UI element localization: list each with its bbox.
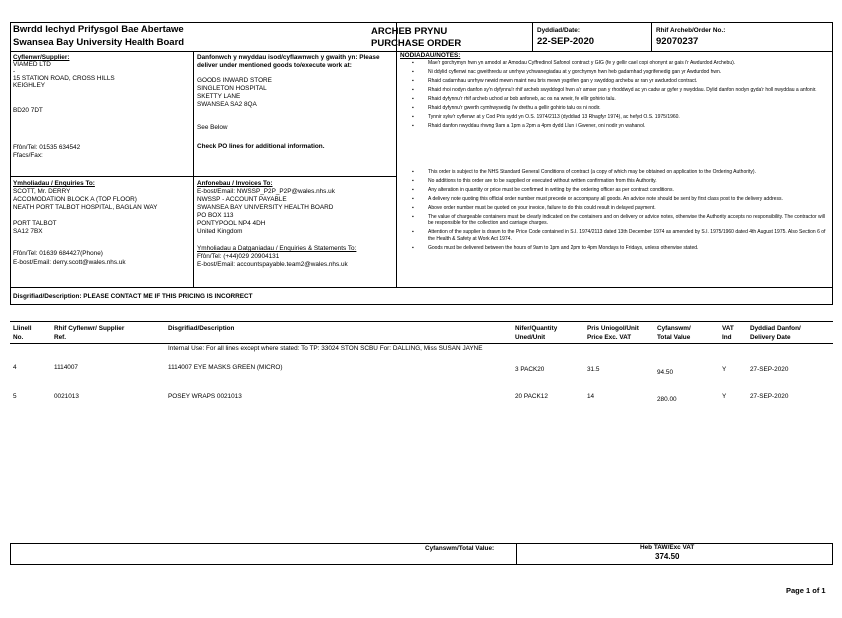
- row-description: POSEY WRAPS 0021013: [168, 393, 242, 400]
- invoices-line-5: PONTYPOOL NP4 4DH: [197, 220, 266, 227]
- row-vat: Y: [722, 393, 727, 400]
- page-number: Page 1 of 1: [786, 586, 826, 595]
- date-label: Dyddiad/Date:: [537, 27, 580, 34]
- enquiries-line-4: PORT TALBOT: [13, 220, 57, 227]
- enquiries-email: E-bost/Email: derry.scott@wales.nhs.uk: [13, 259, 126, 266]
- total-value-label: Cyfanswm/Total Value:: [425, 545, 495, 552]
- col-header-qty: Nifer/Quantity: [515, 325, 558, 332]
- col-header-supplier-ref: Rhif Cyflenwr/ Supplier: [54, 325, 125, 332]
- supplier-fax: Ffacs/Fax:: [13, 152, 43, 159]
- delivery-line-3: SKETTY LANE: [197, 93, 241, 100]
- col-header-line: Llinell: [13, 325, 32, 332]
- note-english-item: ▪ Any alteration in quantity or price must be confirmed in writing by the ordering officer as per contract conditions.: [392, 187, 828, 193]
- col-header-qty: Uned/Unit: [515, 334, 546, 341]
- description-note: Disgrifiad/Description: PLEASE CONTACT ME IF THIS PRICING IS INCORRECT: [13, 293, 253, 300]
- org-name-english: Swansea Bay University Health Board: [13, 37, 185, 48]
- note-welsh-item: ▪ Rhaid danfon nwyddau rhwng 9am a 1pm a 2pm a 4pm dydd Llun i Gwener, oni nodir yn wahanol.: [392, 123, 828, 129]
- enquiries-phone: Ffôn/Tel: 01639 684427(Phone): [13, 250, 103, 257]
- note-english-item: ▪ The value of chargeable containers must be clearly indicated on the containers and on delivery or advice notes, otherwise the Authority accepts no responsibility. The contractor will be responsible for the collection and carriage charges.: [392, 214, 828, 227]
- row-qty: 3 PACK20: [515, 366, 545, 373]
- delivery-line-2: SINGLETON HOSPITAL: [197, 85, 267, 92]
- row-total: 280.00: [657, 396, 677, 403]
- row-total: 94.50: [657, 369, 673, 376]
- supplier-address-2: KEIGHLEY: [13, 82, 45, 89]
- totals-box: [10, 543, 833, 565]
- note-welsh-item: ▪ Tynnir sylw'r cyflenwr at y Cod Pris sydd yn O.S. 1974/2113 (dyddiad 13 Rhagfyr 1974), ac hefyd O.S. 1975/1960.: [392, 114, 828, 120]
- exc-vat-label: Heb TAW/Exc VAT: [640, 544, 695, 551]
- col-header-description: Disgrifiad/Description: [168, 325, 235, 332]
- row-delivery-date: 27-SEP-2020: [750, 393, 789, 400]
- row-line-no: 4: [13, 364, 17, 371]
- enquiries-line-3: NEATH PORT TALBOT HOSPITAL, BAGLAN WAY: [13, 204, 158, 211]
- statements-phone: Ffôn/Tel: (+44)029 20904131: [197, 253, 280, 260]
- invoices-label: Anfonebau / Invoices To:: [197, 180, 273, 187]
- col-header-total: Total Value: [657, 334, 691, 341]
- invoices-line-2: NWSSP - ACCOUNT PAYABLE: [197, 196, 287, 203]
- enquiries-line-5: SA12 7BX: [13, 228, 43, 235]
- note-welsh-item: ▪ Rhaid rhoi nodyn danfon sy'n dyfynnu'r rhif archeb swyddogol hwn a'r amser pan y rhoddwyd ac yn cadw ar gyfer y nwyddau. Dylid danfon nodyn gyda'r holl nwyddau a anfonir.: [392, 87, 828, 93]
- notes-welsh-list: [392, 60, 828, 132]
- delivery-line-4: SWANSEA SA2 8QA: [197, 101, 257, 108]
- note-english-item: ▪ This order is subject to the NHS Standard General Conditions of contract (a copy of which may be obtained on application to the Ordering Authority).: [392, 169, 828, 175]
- note-english-item: ▪ Goods must be delivered between the hours of 9am to 1pm and 2pm to 4pm Mondays to Fridays, unless otherwise stated.: [392, 245, 828, 251]
- row-qty: 20 PACK12: [515, 393, 548, 400]
- note-english-item: ▪ No additions to this order are to be supplied or executed without written confirmation from this Authority.: [392, 178, 828, 184]
- table-top-rule: [10, 321, 833, 322]
- invoices-line-1: E-bost/Email: NWSSP_P2P_P2P@wales.nhs.uk: [197, 188, 335, 195]
- supplier-label: Cyflenwr/Supplier:: [13, 54, 70, 61]
- enquiries-label: Ymholiadau / Enquiries To:: [13, 180, 95, 187]
- row-delivery-date: 27-SEP-2020: [750, 366, 789, 373]
- delivery-see-below: See Below: [197, 124, 228, 131]
- delivery-label: Danfonwch y nwyddau isod/cyflawnwch y gwaith yn: Please deliver under mentioned goods to/execute work at:: [197, 54, 380, 69]
- row-price: 31.5: [587, 366, 600, 373]
- note-english-item: ▪ A delivery note quoting this official order number must precede or accompany all goods. An advice note should be sent by first class post to the delivery address.: [392, 196, 828, 202]
- row-supplier-ref: 1114007: [54, 364, 78, 371]
- col-header-supplier-ref: Ref.: [54, 334, 67, 341]
- col-header-delivery: Dyddiad Danfon/: [750, 325, 801, 332]
- enquiries-line-2: ACCOMODATION BLOCK A (TOP FLOOR): [13, 196, 137, 203]
- col-header-total: Cyfanswm/: [657, 325, 691, 332]
- total-value: 374.50: [655, 552, 680, 561]
- supplier-postcode: BD20 7DT: [13, 107, 43, 114]
- note-welsh-item: ▪ Mae'r gorchymyn hwn yn amodol ar Amodau Cyffredinol Safonol contract y GIG (fe y gellir cael copi ohonynt ar gais i'r Awdurdod Archebu).: [392, 60, 828, 66]
- row-supplier-ref: 0021013: [54, 393, 79, 400]
- row-vat: Y: [722, 366, 727, 373]
- title-welsh: ARCHEB PRYNU: [371, 26, 448, 37]
- col-header-price: Price Exc. VAT: [587, 334, 632, 341]
- statements-label: Ymholiadau a Datganiadau / Enquiries & Statements To:: [197, 245, 357, 252]
- col-header-vat: Ind: [722, 334, 732, 341]
- title-english: PURCHASE ORDER: [371, 38, 462, 49]
- order-number-label: Rhif Archeb/Order No.:: [656, 27, 726, 34]
- date-value: 22-SEP-2020: [537, 36, 595, 47]
- note-welsh-item: ▪ Ni ddylid cyflenwi nac gweithredu ar unrhyw ychwanegiadau at y gorchymyn hwn heb gadarnhad ysgrifenedig gan yr Awdurdod hwn.: [392, 69, 828, 75]
- delivery-check-lines: Check PO lines for additional information.: [197, 143, 325, 150]
- org-name-welsh: Bwrdd Iechyd Prifysgol Bae Abertawe: [13, 24, 184, 35]
- supplier-phone: Ffôn/Tel: 01535 634542: [13, 144, 81, 151]
- col-header-vat: VAT: [722, 325, 734, 332]
- internal-use-note: Internal Use: For all lines except where stated: To TP: 33024 STON SCBU For: DALLING, Miss SUSAN JAYNE: [168, 345, 483, 352]
- statements-email: E-bost/Email: accountspayable.team2@wales.nhs.uk: [197, 261, 348, 268]
- col-header-line: No.: [13, 334, 24, 341]
- row-description: 1114007 EYE MASKS GREEN (MICRO): [168, 364, 283, 371]
- note-english-item: ▪ Attention of the supplier is drawn to the Price Code contained in S.I. 1974/2113 dated 13th December 1974 as amended by S.I. 1975/1960 dated 4th August 1975. Also Section 6 of the Health & Safety at Work Act 1974.: [392, 229, 828, 242]
- note-welsh-item: ▪ Rhaid dyfynnu'r rhif archeb uchod ar bob anfoneb, ac os na wneir, fe ellir gohirio talu.: [392, 96, 828, 102]
- order-number-value: 92070237: [656, 36, 699, 47]
- supplier-dash: -: [13, 68, 16, 75]
- row-line-no: 5: [13, 393, 17, 400]
- invoices-line-6: United Kingdom: [197, 228, 243, 235]
- notes-english-list: [392, 169, 828, 254]
- invoices-line-4: PO BOX 113: [197, 212, 234, 219]
- supplier-name: VIAMED LTD: [13, 61, 51, 68]
- table-header-rule: [10, 343, 833, 344]
- notes-label: NODIADAU/NOTES:: [400, 52, 461, 59]
- note-welsh-item: ▪ Rhaid dyfynnu'r gwerth cymhwysedig i'w drethu a gellir gohirio talu os ni nodir.: [392, 105, 828, 111]
- enquiries-line-1: SCOTT, Mr. DERRY: [13, 188, 71, 195]
- col-header-delivery: Delivery Date: [750, 334, 791, 341]
- delivery-line-1: GOODS INWARD STORE: [197, 77, 272, 84]
- row-price: 14: [587, 393, 595, 400]
- note-english-item: ▪ Above order number must be quoted on your invoice, failure to do this could result in delayed payment.: [392, 205, 828, 211]
- col-header-price: Pris Uniogol/Unit: [587, 325, 639, 332]
- supplier-address-1: 15 STATION ROAD, CROSS HILLS: [13, 75, 115, 82]
- invoices-line-3: SWANSEA BAY UNIVERSITY HEALTH BOARD: [197, 204, 334, 211]
- note-welsh-item: ▪ Rhaid cadarnhau unrhyw newid mewn maint neu bris mewn ysgrifen gan y swyddog archebu ar ran yr awdurdod contract.: [392, 78, 828, 84]
